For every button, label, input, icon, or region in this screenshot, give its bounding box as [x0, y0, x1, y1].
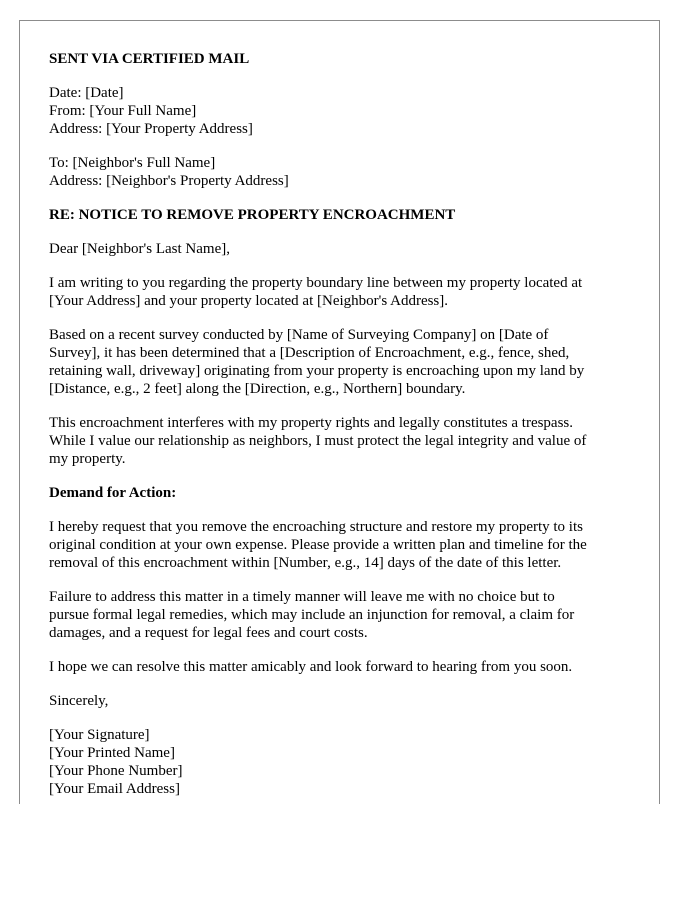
recipient-block — [49, 154, 639, 190]
paragraph-request — [49, 518, 639, 572]
paragraph-remedies — [49, 588, 639, 642]
salutation: Dear [Neighbor's Last Name], — [49, 241, 230, 257]
paragraph-line: [Your Address] and your property located at [Neighbor's Address]. — [49, 293, 449, 309]
paragraph-line: my property. — [49, 451, 126, 467]
to-address-line: Address: [Neighbor's Property Address] — [49, 173, 289, 189]
sender-block — [49, 84, 639, 138]
phone-line: [Your Phone Number] — [49, 763, 183, 779]
paragraph-closing-remark: I hope we can resolve this matter amicably and look forward to hearing from you soon. — [49, 659, 573, 675]
demand-heading: Demand for Action: — [49, 485, 177, 501]
letter-body — [49, 50, 639, 798]
paragraph-trespass — [49, 414, 639, 468]
paragraph-line: This encroachment interferes with my property rights and legally constitutes a trespass. — [49, 415, 574, 431]
subject-line: RE: NOTICE TO REMOVE PROPERTY ENCROACHMENT — [49, 207, 456, 223]
date-line: Date: [Date] — [49, 85, 124, 101]
paragraph-line: Based on a recent survey conducted by [Name of Surveying Company] on [Date of — [49, 327, 549, 343]
from-address-line: Address: [Your Property Address] — [49, 121, 253, 137]
printed-name-line: [Your Printed Name] — [49, 745, 175, 761]
paragraph-boundary — [49, 274, 639, 310]
closing: Sincerely, — [49, 693, 109, 709]
paragraph-survey — [49, 326, 639, 398]
signature-block — [49, 726, 639, 798]
signature-line: [Your Signature] — [49, 727, 150, 743]
paragraph-line: Failure to address this matter in a timely manner will leave me with no choice but to — [49, 589, 555, 605]
paragraph-line: removal of this encroachment within [Number, e.g., 14] days of the date of this letter. — [49, 555, 562, 571]
email-line: [Your Email Address] — [49, 781, 180, 797]
paragraph-line: I hereby request that you remove the encroaching structure and restore my property to its — [49, 519, 583, 535]
paragraph-line: While I value our relationship as neighbors, I must protect the legal integrity and value of — [49, 433, 587, 449]
paragraph-line: Survey], it has been determined that a [Description of Encroachment, e.g., fence, shed, — [49, 345, 570, 361]
paragraph-line: [Distance, e.g., 2 feet] along the [Direction, e.g., Northern] boundary. — [49, 381, 466, 397]
letter-header: SENT VIA CERTIFIED MAIL — [49, 51, 250, 67]
paragraph-line: retaining wall, driveway] originating from your property is encroaching upon my land by — [49, 363, 585, 379]
paragraph-line: pursue formal legal remedies, which may include an injunction for removal, a claim for — [49, 607, 575, 623]
paragraph-line: original condition at your own expense. Please provide a written plan and timeline for the — [49, 537, 587, 553]
from-line: From: [Your Full Name] — [49, 103, 197, 119]
to-line: To: [Neighbor's Full Name] — [49, 155, 216, 171]
paragraph-line: damages, and a request for legal fees and court costs. — [49, 625, 368, 641]
letter-page — [19, 20, 660, 804]
paragraph-line: I am writing to you regarding the property boundary line between my property located at — [49, 275, 583, 291]
